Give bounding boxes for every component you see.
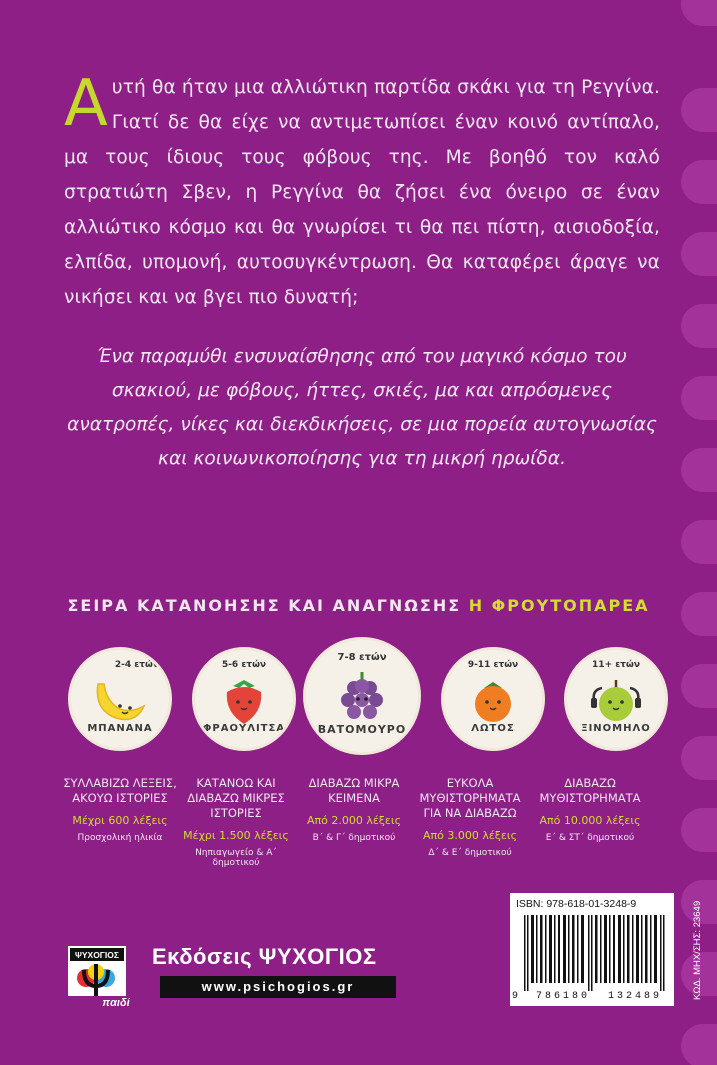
- publisher-url: www.psichogios.gr: [160, 976, 396, 998]
- level-words: Από 10.000 λέξεις: [539, 814, 641, 827]
- level-description: ΣΥΛΛΑΒΙΖΩ ΛΕΞΕΙΣ, ΑΚΟΥΩ ΙΣΤΟΡΙΕΣ: [63, 776, 177, 805]
- green-apple-icon: [588, 676, 644, 726]
- synopsis: [64, 67, 660, 315]
- age-label: 5-6 ετών: [221, 660, 267, 670]
- barcode-bars: [520, 915, 668, 991]
- blackberry-icon: [332, 670, 392, 724]
- level-column: [530, 776, 650, 843]
- edge-tab: [681, 808, 717, 852]
- edge-tab: [681, 448, 717, 492]
- banana-badge: [68, 647, 172, 751]
- logo-wordmark: ΨΥΧΟΓΙΟΣ: [74, 950, 120, 960]
- badge-name: ΜΠΑΝΑΝΑ: [87, 723, 153, 734]
- level-description: ΔΙΑΒΑΖΩ ΜΥΘΙΣΤΟΡΗΜΑΤΑ: [539, 776, 641, 805]
- badge-name: ΒΑΤΟΜΟΥΡΟ: [317, 723, 407, 736]
- level-column: [410, 776, 530, 858]
- series-name: Η ΦΡΟΥΤΟΠΑΡΕΑ: [468, 596, 650, 615]
- isbn-barcode: [510, 893, 674, 1006]
- barcode-digit-group: 786180: [535, 991, 590, 1002]
- strawberry-badge: [192, 647, 296, 751]
- age-label: 11+ ετών: [592, 660, 640, 670]
- level-words: Από 3.000 λέξεις: [422, 829, 518, 842]
- level-column: [60, 776, 180, 843]
- edge-tab: [681, 376, 717, 420]
- isbn-text: ISBN: 978-618-01-3248-9: [516, 898, 637, 910]
- persimmon-badge: [441, 647, 545, 751]
- green-apple-badge: [564, 647, 668, 751]
- barcode-digits: [512, 991, 672, 1002]
- publisher-logo: [66, 940, 138, 1012]
- level-grade: Προσχολική ηλικία: [77, 833, 163, 843]
- drop-cap: Α: [64, 67, 108, 141]
- banana-icon: [90, 676, 150, 726]
- edge-tab: [681, 160, 717, 204]
- edge-tab: [681, 664, 717, 708]
- edge-tab: [681, 520, 717, 564]
- publisher-name: Εκδόσεις ΨΥΧΟΓΙΟΣ: [152, 944, 377, 969]
- logo-tagline: παιδί: [102, 997, 130, 1009]
- age-label: 9-11 ετών: [467, 660, 519, 670]
- edge-tab: [681, 736, 717, 780]
- level-column: [176, 776, 296, 868]
- strawberry-icon: [219, 676, 269, 728]
- persimmon-icon: [468, 676, 518, 726]
- level-grade: Δ΄ & Ε΄ δημοτικού: [428, 848, 512, 858]
- series-title: ΣΕΙΡΑ ΚΑΤΑΝΟΗΣΗΣ ΚΑΙ ΑΝΑΓΝΩΣΗΣ: [67, 596, 462, 615]
- edge-tab: [681, 232, 717, 276]
- badge-name: ΦΡΑΟΥΛΙΤΣΑ: [202, 723, 286, 734]
- product-code: ΚΩΔ. ΜΗΧ/ΣΗΣ: 23649: [692, 900, 703, 1000]
- level-words: Από 2.000 λέξεις: [306, 814, 402, 827]
- level-grade: Νηπιαγωγείο & Α΄ δημοτικού: [195, 848, 277, 868]
- edge-tab: [681, 0, 717, 26]
- level-description: ΕΥΚΟΛΑ ΜΥΘΙΣΤΟΡΗΜΑΤΑ ΓΙΑ ΝΑ ΔΙΑΒΑΖΩ: [419, 776, 521, 820]
- badge-name: ΞΙΝΟΜΗΛΟ: [581, 723, 651, 734]
- barcode-digit-group: 132489: [607, 991, 662, 1002]
- level-column: [294, 776, 414, 843]
- level-badges: [68, 645, 668, 755]
- series-heading: [0, 596, 717, 615]
- tagline: Ένα παραμύθι ενσυναίσθησης από τον μαγικό κόσμο του σκακιού, με φόβους, ήττες, σκιές, μα και απρόσμενες ανατροπές, νίκες και διεκδικήσεις, σε μια πορεία αυτογνωσίας και κοινωνικοποίησης για τη μικρή ηρωίδα.: [67, 346, 657, 469]
- level-grade: Β΄ & Γ΄ δημοτικού: [312, 833, 396, 843]
- edge-tab: [681, 304, 717, 348]
- badge-name: ΛΩΤΟΣ: [471, 723, 515, 734]
- level-words: Μέχρι 1.500 λέξεις: [183, 829, 289, 842]
- barcode-digit-group: 9: [512, 991, 519, 1002]
- edge-tab: [681, 1024, 717, 1065]
- blackberry-badge: [303, 637, 421, 755]
- level-grade: Ε΄ & ΣΤ΄ δημοτικού: [545, 833, 635, 843]
- synopsis-text: υτή θα ήταν μια αλλιώτικη παρτίδα σκάκι για τη Ρεγγίνα. Γιατί δε θα είχε να αντιμετωπίσει έναν κοινό αντίπαλο, μα τους ίδιους τους φόβους της. Με βοηθό τον καλό στρατιώτη Σβεν, η Ρεγγίνα θα ζήσει ένα όνειρο σε έναν αλλιώτικο κόσμο και θα γνωρίσει τι θα πει πίστη, αισιοδοξία, ελπίδα, υπομονή, αυτοσυγκέντρωση. Θα καταφέρει άραγε να νικήσει και να βγει πιο δυνατή;: [64, 77, 660, 308]
- age-label: 7-8 ετών: [337, 652, 387, 663]
- age-label: 2-4 ετών: [114, 660, 159, 670]
- level-description: ΔΙΑΒΑΖΩ ΜΙΚΡΑ ΚΕΙΜΕΝΑ: [308, 776, 400, 805]
- level-description: ΚΑΤΑΝΟΩ ΚΑΙ ΔΙΑΒΑΖΩ ΜΙΚΡΕΣ ΙΣΤΟΡΙΕΣ: [187, 776, 285, 820]
- level-words: Μέχρι 600 λέξεις: [72, 814, 168, 827]
- edge-tab: [681, 88, 717, 132]
